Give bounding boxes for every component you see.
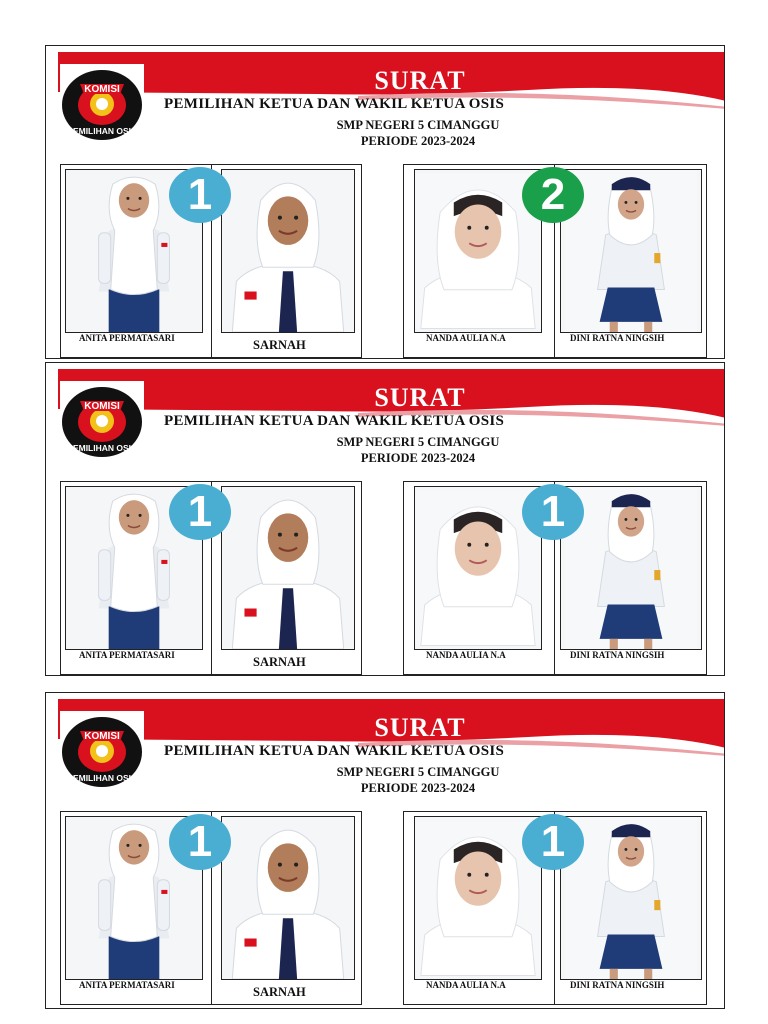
candidate-photo [221, 816, 355, 980]
candidate-number-badge: 1 [169, 814, 231, 870]
candidate-pair-right[interactable] [403, 164, 707, 358]
candidate-number-badge: 1 [522, 814, 584, 870]
candidate-photo [221, 169, 355, 333]
candidate-pair-left[interactable] [60, 481, 362, 675]
candidate-name: SARNAH [253, 985, 306, 999]
candidate-pair-right[interactable] [403, 811, 707, 1005]
school-name: SMP NEGERI 5 CIMANGGU [336, 435, 500, 449]
candidate-name: DINI RATNA NINGSIH [570, 650, 665, 660]
period-text: PERIODE 2023-2024 [360, 781, 476, 795]
candidate-name: SARNAH [253, 655, 306, 669]
period-text: PERIODE 2023-2024 [360, 451, 476, 465]
svg-text:KOMISI: KOMISI [84, 84, 120, 95]
candidate-number-badge: 1 [169, 484, 231, 540]
svg-text:KOMISI: KOMISI [84, 401, 120, 412]
candidate-pair-left[interactable] [60, 164, 362, 358]
candidate-name: DINI RATNA NINGSIH [570, 333, 665, 343]
candidate-name: DINI RATNA NINGSIH [570, 980, 665, 990]
ballot-subtitle: PEMILIHAN KETUA DAN WAKIL KETUA OSIS [164, 413, 505, 429]
ballot-title: SURAT [374, 713, 466, 742]
candidate-photo [221, 486, 355, 650]
school-name: SMP NEGERI 5 CIMANGGU [336, 765, 500, 779]
candidate-name: ANITA PERMATASARI [79, 650, 175, 660]
ballot-card-3 [45, 692, 725, 1009]
candidate-number-badge: 2 [522, 167, 584, 223]
ballot-subtitle: PEMILIHAN KETUA DAN WAKIL KETUA OSIS [164, 743, 505, 759]
ballot-card-2 [45, 362, 725, 676]
ballot-subtitle: PEMILIHAN KETUA DAN WAKIL KETUA OSIS [164, 96, 505, 112]
candidate-name: NANDA AULIA N.A [426, 650, 506, 660]
period-text: PERIODE 2023-2024 [360, 134, 476, 148]
candidate-name: ANITA PERMATASARI [79, 333, 175, 343]
svg-text:PEMILIHAN OSIS: PEMILIHAN OSIS [67, 126, 137, 136]
svg-text:KOMISI: KOMISI [84, 731, 120, 742]
candidate-name: NANDA AULIA N.A [426, 980, 506, 990]
candidate-name: ANITA PERMATASARI [79, 980, 175, 990]
svg-text:PEMILIHAN OSIS: PEMILIHAN OSIS [67, 443, 137, 453]
candidate-name: NANDA AULIA N.A [426, 333, 506, 343]
svg-text:PEMILIHAN OSIS: PEMILIHAN OSIS [67, 773, 137, 783]
candidate-pair-right[interactable] [403, 481, 707, 675]
candidate-number-badge: 1 [169, 167, 231, 223]
ballot-title: SURAT [374, 383, 466, 412]
ballot-title: SURAT [374, 66, 466, 95]
candidate-name: SARNAH [253, 338, 306, 352]
candidate-pair-left[interactable] [60, 811, 362, 1005]
candidate-number-badge: 1 [522, 484, 584, 540]
ballot-card-1 [45, 45, 725, 359]
school-name: SMP NEGERI 5 CIMANGGU [336, 118, 500, 132]
